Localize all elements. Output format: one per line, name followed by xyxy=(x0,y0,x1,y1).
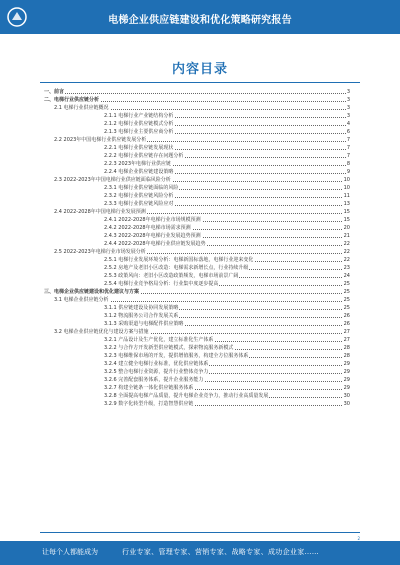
toc-entry-page: 29 xyxy=(343,385,350,391)
toc-entry-page: 7 xyxy=(346,137,350,143)
toc-entry-label: 3.2.4 建立健全电梯行业标准，优化供应链体系 xyxy=(104,361,209,367)
toc-entry-page: 8 xyxy=(346,161,350,167)
toc-entry-label: 三、电梯企业供应链建设和优化建议与方案 xyxy=(44,289,140,295)
toc-entry[interactable] xyxy=(44,232,350,240)
toc-entry[interactable] xyxy=(44,320,350,328)
report-title: 电梯企业供应链建设和优化策略研究报告 xyxy=(108,15,292,26)
toc-entry-page: 22 xyxy=(343,249,350,255)
toc-entry-page: 7 xyxy=(346,145,350,151)
toc-entry[interactable] xyxy=(44,96,350,104)
toc-entry-label: 2.1 电梯行业供应链概况 xyxy=(54,105,109,111)
toc-entry-label: 3.2.2 与合作方开发新型供应链模式，探索物流服务新模式 xyxy=(104,345,234,351)
toc-entry[interactable] xyxy=(44,256,350,264)
toc-entry-page: 26 xyxy=(343,321,350,327)
toc-entry[interactable] xyxy=(44,312,350,320)
toc-entry[interactable] xyxy=(44,200,350,208)
toc-entry-page: 29 xyxy=(343,361,350,367)
footer-services: 行业专家、管理专家、营销专家、战略专家、成功企业家…… xyxy=(122,548,320,556)
toc-entry-label: 2.4.2 2022-2028年电梯市场需求预测 xyxy=(104,225,191,231)
toc-entry[interactable] xyxy=(44,384,350,392)
toc-entry-page: 30 xyxy=(343,393,350,399)
toc-entry-label: 2.4.4 2022-2028年电梯行业供应链发展趋势 xyxy=(104,241,206,247)
toc-entry-label: 2.2.3 2023年电梯行业供应链 xyxy=(104,161,172,167)
toc-entry[interactable] xyxy=(44,208,350,216)
toc-entry[interactable] xyxy=(44,128,350,136)
toc-entry-page: 11 xyxy=(343,193,350,199)
toc-title: 内容目录 xyxy=(171,62,228,77)
toc-entry-label: 3.2.5 整合电梯行业资源，提升行业整体竞争力 xyxy=(104,369,209,375)
toc-entry[interactable] xyxy=(44,288,350,296)
toc-entry[interactable] xyxy=(44,104,350,112)
toc-entry-label: 2.3 2022-2023年中国电梯行业供应链面临风险分析 xyxy=(54,177,171,183)
toc-entry-label: 2.2 2023年中国电梯行业供应链发展分析 xyxy=(54,137,147,143)
toc-entry-label: 3.1 电梯企业供应链分析 xyxy=(54,297,109,303)
toc-entry-page: 7 xyxy=(346,153,350,159)
toc-entry-page: 22 xyxy=(343,257,350,263)
table-of-contents xyxy=(44,88,350,408)
toc-entry-label: 二、电梯行业供应链分析 xyxy=(44,97,100,103)
toc-entry[interactable] xyxy=(44,176,350,184)
toc-entry-label: 3.2.3 电梯维保市场的开发，提供增值服务，构建全方位服务体系 xyxy=(104,353,249,359)
toc-entry-label: 2.2.2 电梯行业供应链存在问题分析 xyxy=(104,153,184,159)
toc-entry-page: 20 xyxy=(343,225,350,231)
toc-entry-label: 2.1.2 电梯行业供应链模式分析 xyxy=(104,121,174,127)
toc-entry-page: 3 xyxy=(346,89,350,95)
toc-entry-page: 25 xyxy=(343,281,350,287)
toc-entry-label: 2.3.2 电梯行业供应链风险分析 xyxy=(104,193,174,199)
toc-entry[interactable] xyxy=(44,272,350,280)
toc-entry[interactable] xyxy=(44,152,350,160)
toc-entry-label: 2.1.3 电梯行业主要供应商分析 xyxy=(104,129,174,135)
toc-entry-label: 3.1.1 供应链建设及协同发展策略 xyxy=(104,305,179,311)
toc-entry-label: 2.5.1 电梯行业发展环境分析：电梯新国标落地，电梯行业迎来变化 xyxy=(104,257,254,263)
toc-entry[interactable] xyxy=(44,336,350,344)
toc-entry-page: 9 xyxy=(346,169,350,175)
toc-leader-dots xyxy=(44,88,346,94)
toc-entry[interactable] xyxy=(44,344,350,352)
toc-entry[interactable] xyxy=(44,400,350,408)
toc-entry-page: 27 xyxy=(343,329,350,335)
toc-entry-label: 2.2.1 电梯行业供应链发展现状 xyxy=(104,145,174,151)
toc-entry-page: 3 xyxy=(346,97,350,103)
toc-entry[interactable] xyxy=(44,296,350,304)
toc-entry-label: 2.5.3 政策风向：老旧小区改造政策频发，电梯市场前景广阔 xyxy=(104,273,239,279)
toc-entry-label: 2.1.1 电梯行业产业链结构分析 xyxy=(104,113,174,119)
toc-entry[interactable] xyxy=(44,136,350,144)
toc-entry[interactable] xyxy=(44,192,350,200)
footer-band xyxy=(0,541,400,565)
header-band xyxy=(0,0,400,34)
toc-entry[interactable] xyxy=(44,360,350,368)
footer-divider xyxy=(40,532,360,533)
toc-entry-label: 2.5.2 房地产及老旧小区改造：电梯需求新增长点，行业持续升级 xyxy=(104,265,249,271)
toc-entry-label: 2.5.4 电梯行业竞争格局分析：行业集中度逐步提高 xyxy=(104,281,219,287)
toc-entry-page: 4 xyxy=(346,121,350,127)
toc-entry-label: 2.5 2022-2023年电梯行业市场发展分析 xyxy=(54,249,146,255)
toc-entry-label: 3.2.1 产品设计及生产优化，建立标准化生产体系 xyxy=(104,337,214,343)
toc-entry[interactable] xyxy=(44,88,350,96)
toc-entry-page: 10 xyxy=(343,185,350,191)
toc-entry-page: 15 xyxy=(343,209,350,215)
toc-entry[interactable] xyxy=(44,144,350,152)
toc-entry-page: 10 xyxy=(343,177,350,183)
toc-entry[interactable] xyxy=(44,304,350,312)
toc-entry-page: 29 xyxy=(343,369,350,375)
toc-entry-label: 3.2.8 全面提高电梯产品质量，提升电梯企业竞争力，推动行业高质量发展 xyxy=(104,393,269,399)
toc-entry-page: 26 xyxy=(343,313,350,319)
toc-entry-label: 3.2.7 构建全链条一体化供应链服务体系 xyxy=(104,385,194,391)
toc-entry-label: 2.2.4 电梯企业供应链建设策略 xyxy=(104,169,174,175)
toc-entry-page: 28 xyxy=(343,345,350,351)
toc-entry[interactable] xyxy=(44,368,350,376)
toc-entry[interactable] xyxy=(44,248,350,256)
toc-entry[interactable] xyxy=(44,280,350,288)
toc-entry-label: 3.1.2 物流服务公司合作发展关系 xyxy=(104,313,179,319)
toc-entry-page: 27 xyxy=(343,337,350,343)
toc-entry-label: 2.3.1 电梯行业供应链面临的风险 xyxy=(104,185,179,191)
toc-entry[interactable] xyxy=(44,120,350,128)
toc-entry-label: 3.1.3 采购渠道与电梯配件供应策略 xyxy=(104,321,184,327)
toc-entry[interactable] xyxy=(44,224,350,232)
toc-entry-label: 3.2.9 数字化转型升级，打造智慧供应链 xyxy=(104,401,194,407)
toc-entry[interactable] xyxy=(44,264,350,272)
toc-entry-page: 25 xyxy=(343,289,350,295)
footer-slogan: 让每个人都能成为 xyxy=(42,548,98,556)
toc-entry[interactable] xyxy=(44,352,350,360)
toc-entry[interactable] xyxy=(44,328,350,336)
toc-entry-page: 3 xyxy=(346,105,350,111)
toc-divider xyxy=(40,82,360,83)
toc-entry-page: 13 xyxy=(343,201,350,207)
page-number: 2 xyxy=(357,536,360,541)
toc-entry[interactable] xyxy=(44,184,350,192)
toc-entry-page: 28 xyxy=(343,353,350,359)
toc-entry-page: 21 xyxy=(343,233,350,239)
toc-entry[interactable] xyxy=(44,168,350,176)
toc-entry[interactable] xyxy=(44,376,350,384)
toc-entry-label: 3.2 电梯企业供应链优化与建设方案与措施 xyxy=(54,329,149,335)
toc-entry-page: 30 xyxy=(343,401,350,407)
toc-entry-label: 2.4 2022-2028年中国电梯行业发展预测 xyxy=(54,209,146,215)
toc-entry-label: 3.2.6 完善配套服务体系，提升企业服务能力 xyxy=(104,377,204,383)
toc-entry[interactable] xyxy=(44,160,350,168)
toc-entry-label: 2.3.3 电梯行业供应链风险应对 xyxy=(104,201,174,207)
toc-entry[interactable] xyxy=(44,392,350,400)
toc-entry[interactable] xyxy=(44,112,350,120)
toc-entry-page: 3 xyxy=(346,113,350,119)
toc-entry-page: 29 xyxy=(343,377,350,383)
toc-entry[interactable] xyxy=(44,240,350,248)
toc-entry-page: 25 xyxy=(343,305,350,311)
toc-entry-label: 2.4.1 2022-2028年电梯行业市场规模预测 xyxy=(104,217,201,223)
toc-entry-label: 2.4.3 2022-2028年电梯行业发展趋势预测 xyxy=(104,233,201,239)
toc-entry-label: 一、前言 xyxy=(44,89,65,95)
toc-entry[interactable] xyxy=(44,216,350,224)
toc-entry-page: 23 xyxy=(343,265,350,271)
toc-entry-page: 22 xyxy=(343,241,350,247)
toc-entry-page: 15 xyxy=(343,217,350,223)
toc-entry-page: 24 xyxy=(343,273,350,279)
toc-entry-page: 6 xyxy=(346,129,350,135)
toc-entry-page: 25 xyxy=(343,297,350,303)
